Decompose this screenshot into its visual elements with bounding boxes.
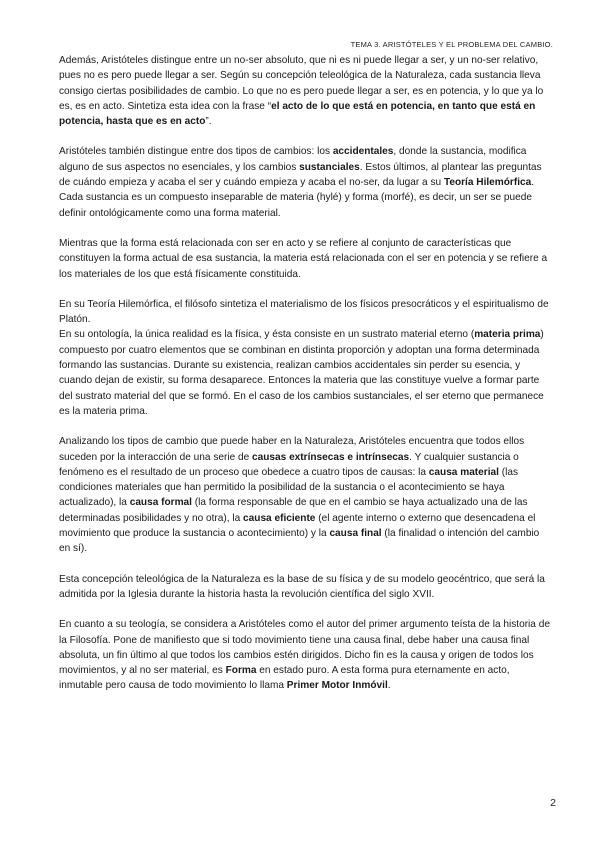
- running-header: TEMA 3. ARISTÓTELES Y EL PROBLEMA DEL CAMBIO.: [350, 40, 553, 49]
- bold-term: el acto de lo que está en potencia, en tanto que está en potencia, hasta que es en acto: [59, 100, 536, 128]
- paragraph-ontologia: [59, 327, 552, 419]
- text-run: ) compuesto por cuatro elementos que se combinan en distinta proporción y adoptan una forma determinada formando las sustancias. Durante su existencia, realizan cambios accidentales sin perder su esencia, y cuando dejan de existir, su forma desaparece. Entonces la materia que las constituye vuelve a formar parte del sustrato material del que se formó. En el caso de los cambios sustanciales, el ser eterno que permanece es la materia prima.: [59, 329, 544, 417]
- bold-term: Teoría Hilemórfica: [443, 177, 532, 189]
- bold-term: accidentales: [332, 146, 394, 158]
- paragraph-forma-materia: [59, 236, 552, 282]
- bold-term: causa eficiente: [243, 512, 316, 524]
- text-run: (el agente interno o externo que desencadena el movimiento que produce la sustancia o acontecimiento) y la: [59, 512, 536, 540]
- paragraph-tipos-cambio: [59, 144, 552, 220]
- text-run: Además, Aristóteles distingue entre un no-ser absoluto, que ni es ni puede llegar a ser, y un no-ser relativo, pues no es pero puede llegar a ser. Según su concepción teleológica de la Naturaleza, cada sustancia lleva consigo ciertas posibilidades de cambio. Lo que no es pero puede llegar a ser, es en potencia, y lo que ya lo es, es en acto. Sintetiza esta idea con la frase “: [59, 55, 544, 112]
- text-run: .: [387, 680, 391, 692]
- paragraph-cuatro-causas: [59, 434, 552, 556]
- bold-term: materia prima: [474, 329, 541, 341]
- bold-term: Forma: [225, 665, 257, 677]
- paragraph-modelo-geocentrico: [59, 572, 552, 603]
- text-run: En su ontología, la única realidad es la física, y ésta consiste en un sustrato material eterno (: [59, 329, 475, 341]
- text-run: . Y cualquier sustancia o fenómeno es el resultado de un proceso que obedece a cuatro tipos de causas: la: [59, 451, 519, 478]
- bold-term: causa final: [329, 528, 382, 540]
- text-run: , donde la sustancia, modifica alguno de sus aspectos no esenciales, y los cambios: [59, 146, 527, 173]
- bold-term: sustanciales: [299, 161, 360, 173]
- text-run: Aristóteles también distingue entre dos tipos de cambios: los: [59, 146, 333, 158]
- text-run: (la forma responsable de que en el cambio se haya actualizado una de las determinadas posibilidades y no otra), la: [59, 497, 528, 524]
- body-text: [59, 53, 552, 709]
- text-run: . Cada sustancia es un compuesto inseparable de materia (hylé) y forma (morfé), es decir, un ser se puede definir ontológicamente como una forma material.: [59, 177, 535, 219]
- text-run: Esta concepción teleológica de la Naturaleza es la base de su física y de su modelo geocéntrico, que será la admitida por la Iglesia durante la historia hasta la revolución científica del siglo XVII.: [59, 573, 545, 600]
- text-run: ”.: [205, 116, 212, 128]
- text-run: Mientras que la forma está relacionada con ser en acto y se refiere al conjunto de características que constituyen la forma actual de esa sustancia, la materia está relacionada con el ser en potencia y se refiere a los materiales de los que está físicamente constituida.: [59, 237, 548, 280]
- text-run: Analizando los tipos de cambio que puede haber en la Naturaleza, Aristóteles encuentra que todos ellos suceden por la interacción de una serie de: [59, 436, 525, 463]
- paragraph-teologia: [59, 617, 552, 693]
- bold-term: Primer Motor Inmóvil: [286, 680, 388, 692]
- text-run: . Estos últimos, al plantear las preguntas de cuándo empieza y acaba el ser y cuándo empieza y acaba el no-ser, da lugar a su: [59, 161, 542, 189]
- bold-term: causa material: [428, 466, 499, 478]
- paragraph-hilemorfismo: [59, 297, 552, 328]
- text-run: (la finalidad o intención del cambio en sí).: [59, 528, 540, 555]
- text-run: En su Teoría Hilemórfica, el filósofo sintetiza el materialismo de los físicos presocráticos y el espiritualismo de Platón.: [59, 298, 549, 326]
- bold-term: causa formal: [129, 497, 192, 509]
- bold-term: causas extrínsecas e intrínsecas: [252, 451, 410, 463]
- text-run: en estado puro. A esta forma pura eternamente en acto, inmutable pero causa de todo movimiento lo llama: [59, 665, 510, 692]
- text-run: En cuanto a su teología, se considera a Aristóteles como el autor del primer argumento teísta de la historia de la Filosofía. Pone de manifiesto que si todo movimiento tiene una causa final, debe haber una causa final absoluta, un fin último al que todos los cambios estén dirigidos. Dicho fin es la causa y origen de todos los movimientos, y al no ser material, es: [59, 619, 550, 677]
- page-number: 2: [550, 797, 556, 809]
- text-run: (las condiciones materiales que han permitido la posibilidad de la sustancia o el acontecimiento se haya actualizado), la: [59, 466, 519, 509]
- paragraph-acto-potencia: [59, 53, 552, 129]
